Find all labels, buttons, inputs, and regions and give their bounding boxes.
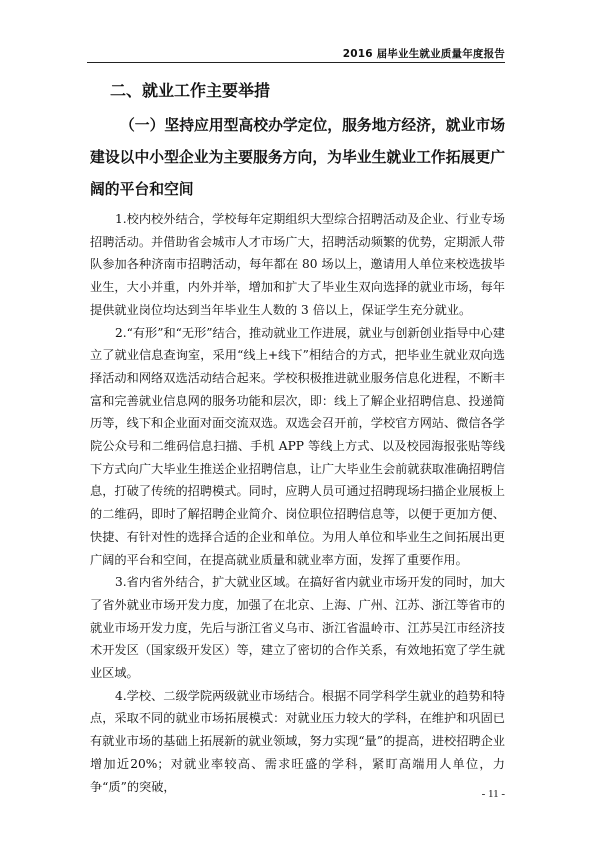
paragraph-3: 3.省内省外结合，扩大就业区域。在搞好省内就业市场开发的同时，加大了省外就业市场开发力度，加强了在北京、上海、广州、江苏、浙江等省市的就业市场开发力度，先后与浙江省义乌市、浙江省温岭市、江苏吴江市经济技术开发区（国家级开发区）等，建立了密切的合作关系，有效地拓宽了学生就业区域。 <box>90 575 505 681</box>
running-header: 2016 届毕业生就业质量年度报告 <box>342 48 505 60</box>
header-divider <box>87 62 505 63</box>
subsection-title: （一）坚持应用型高校办学定位，服务地方经济，就业市场建设以中小型企业为主要服务方向，为毕业生就业工作拓展更广阔的平台和空间 <box>90 117 505 198</box>
section-title: 二、就业工作主要举措 <box>110 81 271 100</box>
paragraph-1: 1.校内校外结合，学校每年定期组织大型综合招聘活动及企业、行业专场招聘活动。并借助省会城市人才市场广大，招聘活动频繁的优势，定期派人带队参加各种济南市招聘活动，每年都在 80 场以上，邀请用人单位来校选拔毕业生，大小并重，内外并举，增加和扩大了毕业生双向选择的就业市场，每年提供就业岗位均达到当年毕业生人数的 3 倍以上，保证学生充分就业。 <box>90 212 505 317</box>
paragraph-2: 2.“有形”和“无形”结合，推动就业工作进展，就业与创新创业指导中心建立了就业信息查询室，采用“线上+线下”相结合的方式，把毕业生就业双向选择活动和网络双选活动结合起来。学校积极推进就业服务信息化进程，不断丰富和完善就业信息网的服务功能和层次，即：线上了解企业招聘信息、投递简历等，线下和企业面对面交流双选。双选会召开前，学校官方网站、微信各学院公众号和二维码信息扫描、手机 APP 等线上方式、以及校园海报张贴等线下方式向广大毕业生推送企业招聘信息，让广大毕业生会前就获取准确招聘信息，打破了传统的招聘模式。同时，应聘人员可通过招聘现场扫描企业展板上的二维码，即时了解招聘企业简介、岗位职位招聘信息等，以便于更加方便、快捷、有针对性的选择合适的企业和单位。为用人单位和毕业生之间拓展出更广阔的平台和空间，在提高就业质量和就业率方面，发挥了重要作用。 <box>90 325 505 567</box>
page-number: - 11 - <box>481 788 505 800</box>
body-text <box>90 208 505 798</box>
paragraph-4: 4.学校、二级学院两级就业市场结合。根据不同学科学生就业的趋势和特点，采取不同的就业市场拓展模式：对就业压力较大的学科，在维护和巩固已有就业市场的基础上拓展新的就业领域，努力实现“量”的提高，进校招聘企业增加近20%；对就业率较高、需求旺盛的学科，紧盯高端用人单位，力争“质”的突破， <box>90 688 505 794</box>
